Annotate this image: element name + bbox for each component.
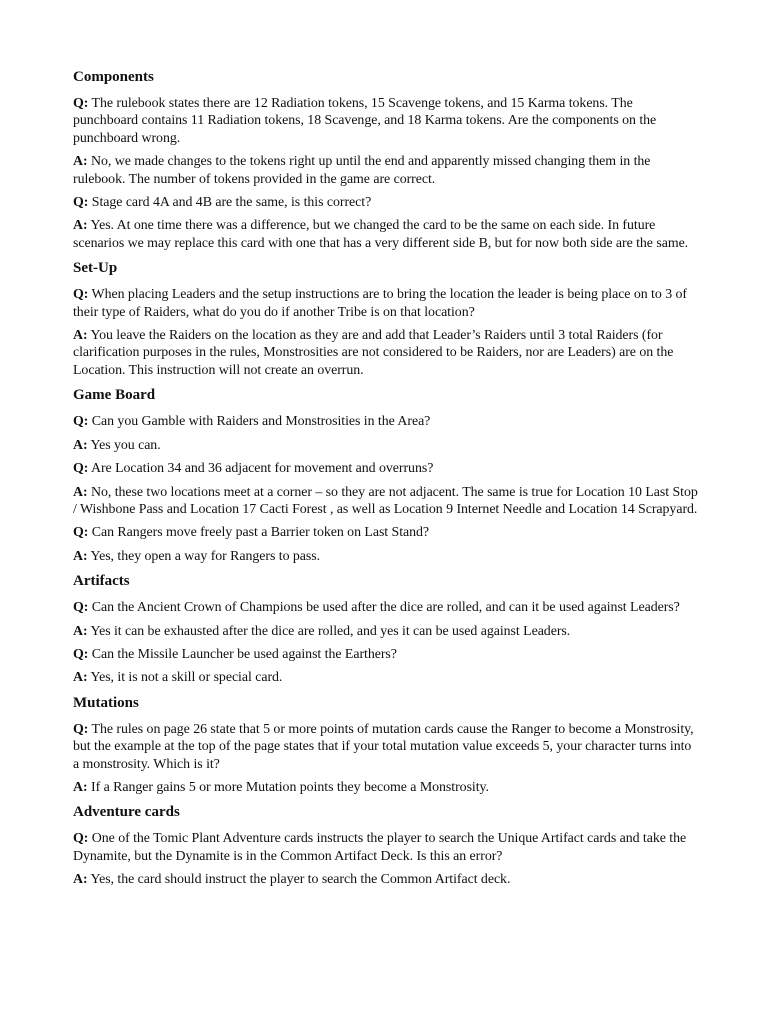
- question: [73, 599, 698, 616]
- section-mutations: [73, 693, 698, 797]
- answer-label: A:: [73, 484, 88, 500]
- answer: [73, 217, 698, 252]
- question: [73, 830, 698, 865]
- question: [73, 286, 698, 321]
- answer-text: No, these two locations meet at a corner – so they are not adjacent. The same is true for Location 10 Last Stop / Wishbone Pass and Location 17 Cacti Forest , as well as Location 9 Internet Needle and Location 14 Scrapyard.: [73, 484, 698, 517]
- section-heading: Adventure cards: [73, 804, 180, 821]
- answer-text: If a Ranger gains 5 or more Mutation points they become a Monstrosity.: [91, 779, 489, 795]
- question-text: One of the Tomic Plant Adventure cards instructs the player to search the Unique Artifact cards and take the Dynamite, but the Dynamite is in the Common Artifact Deck. Is this an error?: [73, 831, 687, 864]
- answer-text: Yes it can be exhausted after the dice are rolled, and yes it can be used against Leaders.: [90, 623, 571, 639]
- question-label: Q:: [73, 646, 89, 662]
- answer-label: A:: [73, 437, 88, 453]
- answer: [73, 153, 698, 188]
- question-label: Q:: [73, 461, 89, 477]
- question-text: Can the Ancient Crown of Champions be used after the dice are rolled, and can it be used against Leaders?: [91, 600, 680, 616]
- section-heading: Game Board: [73, 387, 156, 404]
- answer-text: Yes, the card should instruct the player to search the Common Artifact deck.: [90, 872, 511, 888]
- question-label: Q:: [73, 287, 89, 303]
- answer: [73, 484, 698, 519]
- question: [73, 95, 698, 147]
- question-text: Can the Missile Launcher be used against the Earthers?: [91, 646, 397, 662]
- question-text: Can you Gamble with Raiders and Monstrosities in the Area?: [91, 414, 431, 430]
- answer-label: A:: [73, 623, 88, 639]
- question: [73, 413, 698, 430]
- question: [73, 646, 698, 663]
- question-text: Stage card 4A and 4B are the same, is this correct?: [91, 195, 372, 211]
- question-text: The rulebook states there are 12 Radiation tokens, 15 Scavenge tokens, and 15 Karma tokens. The punchboard contains 11 Radiation tokens, 18 Scavenge, and 18 Karma tokens. Are the components on the punchboard wrong.: [73, 96, 657, 146]
- answer: [73, 669, 698, 686]
- question-label: Q:: [73, 600, 89, 616]
- answer: [73, 779, 698, 796]
- faq-document: [73, 67, 698, 895]
- question: [73, 460, 698, 477]
- answer-text: Yes you can.: [90, 437, 161, 453]
- question-text: Are Location 34 and 36 adjacent for movement and overruns?: [91, 461, 434, 477]
- answer-text: No, we made changes to the tokens right up until the end and apparently missed changing them in the rulebook. The number of tokens provided in the game are correct.: [73, 154, 651, 187]
- question: [73, 194, 698, 211]
- section-adventure-cards: [73, 802, 698, 888]
- answer-label: A:: [73, 154, 88, 170]
- question-text: Can Rangers move freely past a Barrier token on Last Stand?: [91, 525, 430, 541]
- section-heading: Mutations: [73, 694, 139, 711]
- answer-label: A:: [73, 872, 88, 888]
- answer-text: You leave the Raiders on the location as they are and add that Leader’s Raiders until 3 total Raiders (for clarification purposes in the rules, Monstrosities are not considered to be Raiders, nor are Leaders) are on the Location. This instruction will not create an overrun.: [73, 328, 674, 378]
- answer-label: A:: [73, 328, 88, 344]
- question-label: Q:: [73, 721, 89, 737]
- question-text: The rules on page 26 state that 5 or more points of mutation cards cause the Ranger to become a Monstrosity, but the example at the top of the page states that if your total mutation value exceeds 5, your character turns into a monstrosity. Which is it?: [73, 721, 694, 772]
- question-label: Q:: [73, 195, 89, 211]
- question: [73, 524, 698, 541]
- section-set-up: [73, 258, 698, 379]
- section-artifacts: [73, 571, 698, 687]
- answer-text: Yes. At one time there was a difference, but we changed the card to be the same on each side. In future scenarios we may replace this card with one that has a very different side B, but for now both side are the same.: [73, 218, 689, 251]
- answer: [73, 548, 698, 565]
- section-heading: Artifacts: [73, 573, 130, 590]
- answer-text: Yes, they open a way for Rangers to pass.: [90, 548, 321, 564]
- answer: [73, 437, 698, 454]
- section-components: [73, 67, 698, 252]
- question: [73, 721, 698, 773]
- answer-text: Yes, it is not a skill or special card.: [90, 670, 283, 686]
- question-label: Q:: [73, 96, 89, 111]
- answer-label: A:: [73, 779, 88, 795]
- question-label: Q:: [73, 414, 89, 430]
- answer: [73, 623, 698, 640]
- section-game-board: [73, 385, 698, 565]
- answer-label: A:: [73, 670, 88, 686]
- answer-label: A:: [73, 218, 88, 234]
- section-heading: Components: [73, 69, 154, 85]
- answer: [73, 871, 698, 888]
- section-heading: Set-Up: [73, 260, 118, 277]
- answer-label: A:: [73, 548, 88, 564]
- question-label: Q:: [73, 525, 89, 541]
- question-label: Q:: [73, 831, 89, 847]
- question-text: When placing Leaders and the setup instructions are to bring the location the leader is being place on to 3 of their type of Raiders, what do you do if another Tribe is on that location?: [73, 287, 687, 320]
- answer: [73, 327, 698, 379]
